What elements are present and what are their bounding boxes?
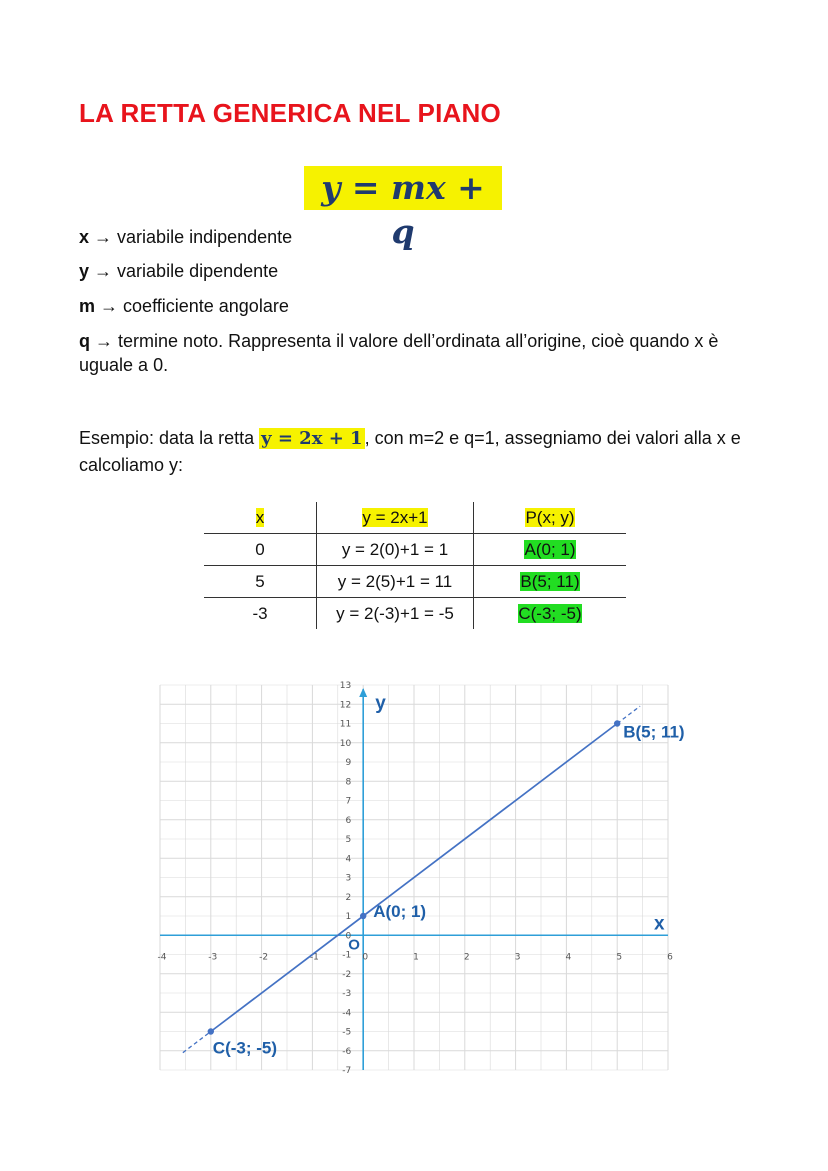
example-intro: Esempio: data la retta bbox=[79, 428, 260, 448]
data-point bbox=[208, 1028, 214, 1034]
y-tick-label: 5 bbox=[345, 835, 352, 845]
table-cell bbox=[474, 598, 627, 630]
data-point bbox=[360, 913, 366, 919]
table-row bbox=[204, 534, 626, 566]
x-tick-label: 3 bbox=[514, 952, 521, 963]
line-extension-dashed bbox=[617, 706, 640, 723]
y-tick-label: 12 bbox=[339, 700, 352, 711]
line-graph bbox=[157, 681, 685, 1076]
origin-label: O bbox=[348, 936, 360, 954]
y-tick-label: 1 bbox=[345, 912, 352, 922]
x-tick-label: -4 bbox=[157, 952, 167, 963]
definition-q bbox=[79, 329, 759, 377]
example-equation: y = 2x + 1 bbox=[261, 428, 363, 449]
y-tick-label: -2 bbox=[342, 969, 352, 980]
y-tick-label: 7 bbox=[345, 796, 352, 807]
point-label: C(-3; -5) bbox=[212, 1038, 278, 1058]
arrow-icon: → bbox=[94, 261, 113, 281]
definition-text: variabile dipendente bbox=[117, 261, 279, 281]
x-tick-label: -3 bbox=[208, 952, 218, 963]
y-tick-label: 0 bbox=[345, 931, 352, 942]
x-tick-label: 5 bbox=[616, 952, 623, 963]
table-cell: 5 bbox=[204, 566, 317, 598]
y-tick-label: 3 bbox=[345, 873, 352, 884]
y-tick-label: -4 bbox=[342, 1008, 352, 1019]
y-tick-label: 6 bbox=[345, 815, 352, 826]
values-table bbox=[204, 502, 626, 629]
x-tick-label: 4 bbox=[565, 952, 572, 963]
point-label: B(5; 11) bbox=[623, 722, 685, 742]
plot-layer bbox=[183, 706, 685, 1057]
arrow-icon: → bbox=[100, 296, 119, 316]
arrow-icon: → bbox=[94, 227, 113, 247]
data-point bbox=[614, 720, 620, 726]
x-tick-label: 1 bbox=[413, 952, 419, 963]
table-row bbox=[204, 566, 626, 598]
definition-text: variabile indipendente bbox=[117, 227, 293, 247]
table-cell bbox=[474, 566, 627, 598]
header-point: P(x; y) bbox=[525, 507, 575, 527]
x-tick-label: 2 bbox=[463, 952, 470, 963]
example-paragraph bbox=[79, 425, 769, 478]
point-label: B(5; 11) bbox=[520, 571, 580, 591]
table-cell: y = 2(0)+1 = 1 bbox=[317, 534, 474, 566]
y-tick-label: 13 bbox=[339, 681, 352, 691]
y-tick-label: 10 bbox=[339, 738, 352, 749]
x-tick-label: -2 bbox=[259, 952, 269, 963]
table-cell bbox=[474, 534, 627, 566]
example-rest: , con m=2 e q=1, assegniamo dei valori alla x e calcoliamo y: bbox=[79, 428, 741, 475]
definition-text: termine noto. Rappresenta il valore dell’ordinata all’origine, cioè quando x è uguale a 0. bbox=[79, 331, 719, 375]
definition-symbol: x bbox=[79, 227, 90, 247]
y-tick-label: -5 bbox=[342, 1027, 352, 1038]
y-tick-label: -3 bbox=[342, 989, 352, 999]
table-cell: y = 2(-3)+1 = -5 bbox=[317, 598, 474, 630]
y-tick-label: 8 bbox=[345, 777, 352, 788]
table-cell: 0 bbox=[204, 534, 317, 566]
table-header-row bbox=[204, 502, 626, 534]
definition-symbol: y bbox=[79, 261, 90, 281]
y-axis-label: y bbox=[375, 693, 386, 714]
table-cell: y = 2(5)+1 = 11 bbox=[317, 566, 474, 598]
table-cell: -3 bbox=[204, 598, 317, 630]
point-label: C(-3; -5) bbox=[518, 603, 582, 623]
y-tick-label: 9 bbox=[345, 758, 352, 768]
header-y: y = 2x+1 bbox=[362, 507, 428, 527]
definition-m bbox=[79, 294, 759, 318]
y-tick-label: -7 bbox=[342, 1066, 352, 1076]
x-tick-label: 6 bbox=[667, 952, 673, 963]
definition-y bbox=[79, 259, 759, 283]
table-header-cell bbox=[474, 502, 627, 534]
definition-text: coefficiente angolare bbox=[123, 296, 289, 316]
y-tick-label: 4 bbox=[345, 854, 352, 865]
definition-symbol: m bbox=[79, 296, 96, 316]
x-axis-label: x bbox=[654, 913, 665, 935]
y-tick-label: -1 bbox=[342, 950, 352, 961]
point-label: A(0; 1) bbox=[373, 902, 427, 921]
table-header-cell bbox=[204, 502, 317, 534]
table-row bbox=[204, 598, 626, 630]
definition-symbol: q bbox=[79, 331, 90, 351]
x-tick-label: -1 bbox=[309, 952, 319, 963]
general-line-formula: y = mx + q bbox=[304, 166, 502, 210]
header-x: x bbox=[255, 507, 265, 527]
y-axis-arrow-icon bbox=[359, 688, 367, 697]
arrow-icon: → bbox=[95, 331, 114, 351]
x-tick-label: 0 bbox=[362, 952, 369, 963]
page-title: LA RETTA GENERICA NEL PIANO bbox=[79, 98, 501, 128]
y-tick-label: 2 bbox=[345, 892, 352, 903]
point-label: A(0; 1) bbox=[524, 539, 576, 559]
table-header-cell bbox=[317, 502, 474, 534]
y-tick-label: 11 bbox=[339, 719, 352, 730]
y-tick-label: -6 bbox=[342, 1046, 352, 1057]
line-extension-dashed bbox=[183, 1032, 211, 1053]
definition-x bbox=[79, 225, 759, 249]
